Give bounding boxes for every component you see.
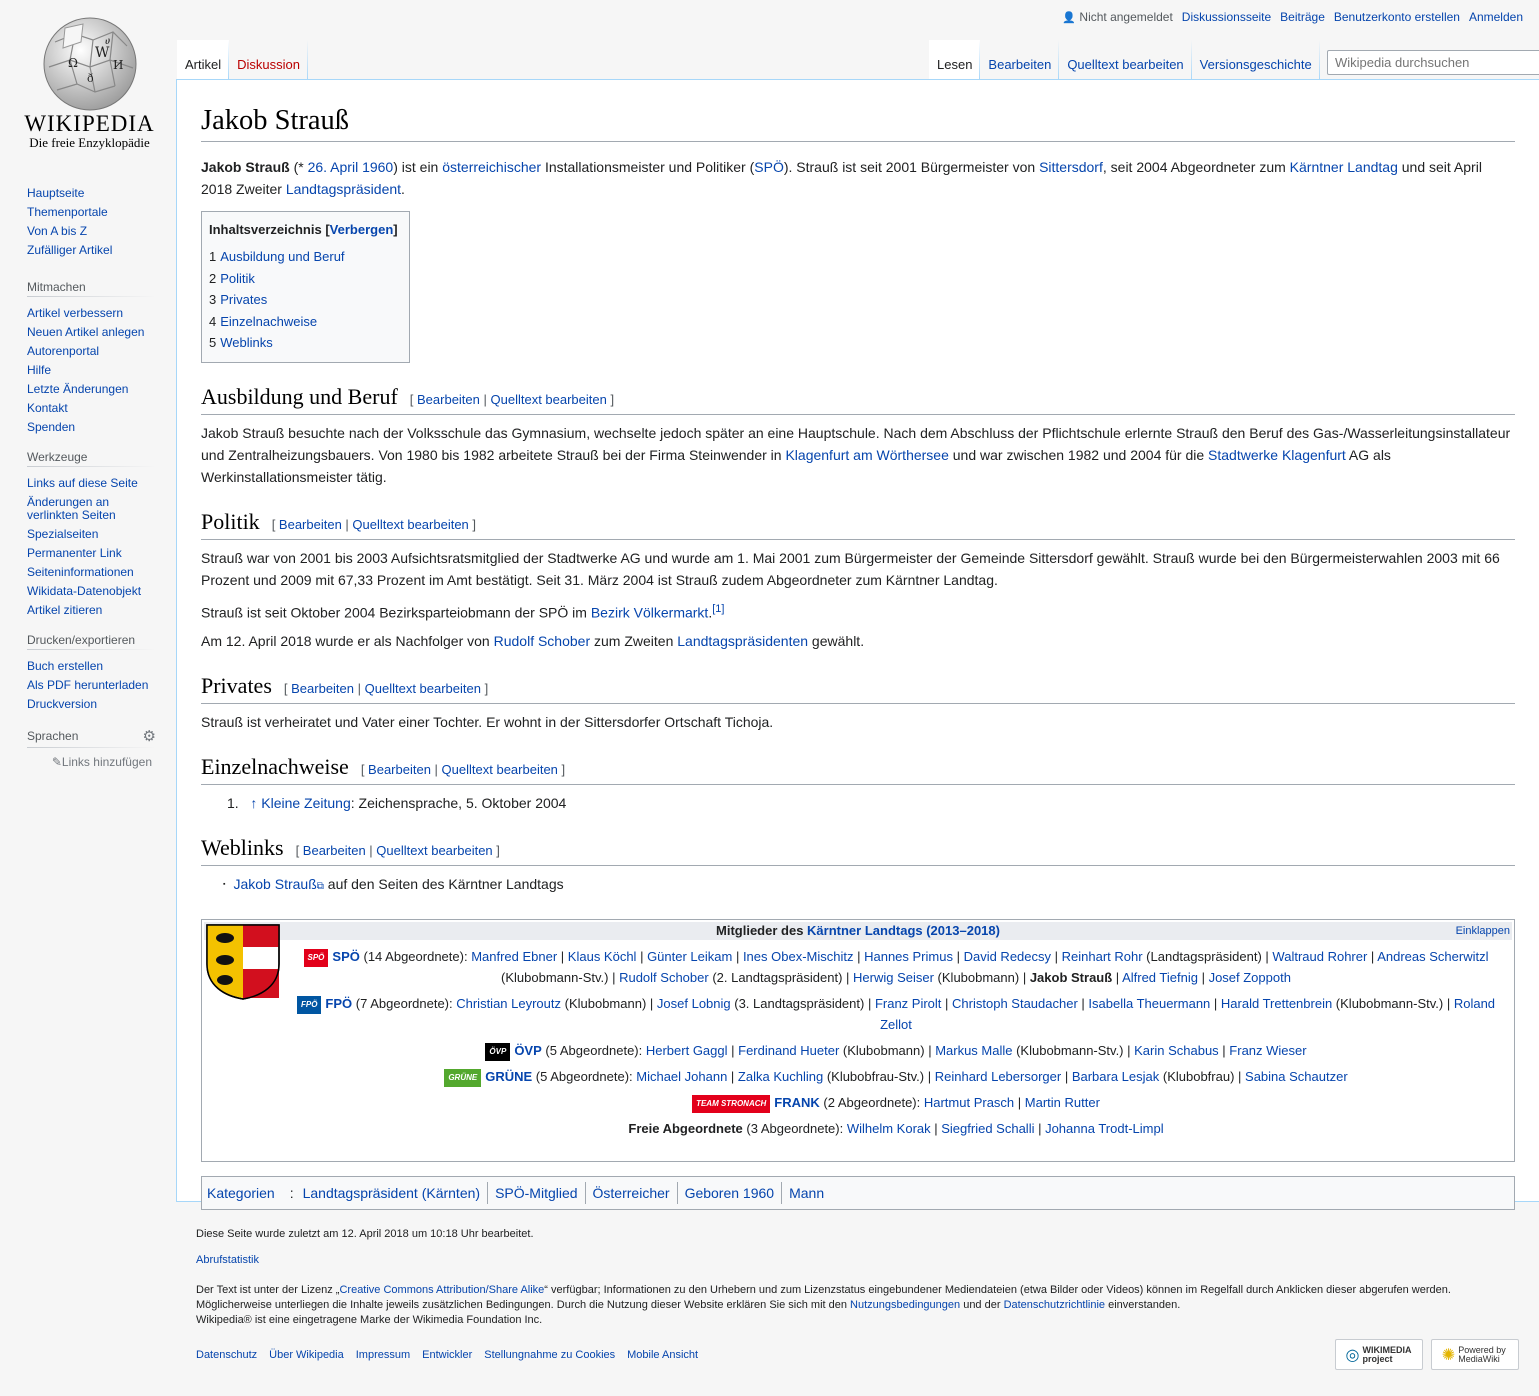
sidebar-item-a-z[interactable]: Von A bis Z xyxy=(27,224,88,238)
paragraph: Am 12. April 2018 wurde er als Nachfolger von Rudolf Schober zum Zweiten Landtagspräsidenten gewählt. xyxy=(201,633,865,650)
section-edit-link[interactable]: Bearbeiten xyxy=(417,391,480,407)
section-heading: Privates [ Bearbeiten | Quelltext bearbeiten ] xyxy=(201,672,1515,704)
wikipedia-logo[interactable] xyxy=(12,12,167,150)
member-role: (Klubobmann-Stv.) xyxy=(1012,1043,1124,1059)
tab-history[interactable]: Versionsgeschichte xyxy=(1192,40,1320,80)
sidebar-item-portals[interactable]: Themenportale xyxy=(27,205,108,219)
table-of-contents xyxy=(201,211,410,363)
member-link[interactable]: Markus Malle xyxy=(935,1043,1013,1059)
sidebar-item[interactable]: Spenden xyxy=(27,420,76,434)
wikipedia-wordmark: WIKIPEDIA xyxy=(24,111,155,136)
sidebar-item[interactable]: Letzte Änderungen xyxy=(27,382,129,396)
link[interactable]: Sittersdorf xyxy=(1039,159,1103,175)
category-link[interactable]: Österreicher xyxy=(585,1182,677,1204)
intro-paragraph: Jakob Strauß (* 26. April 1960) ist ein österreichischer Installationsmeister und Politiker (SPÖ). Strauß ist seit 2001 Bürgermeister von Sittersdorf, seit 2004 Abgeordneter zum Kärntner Landtag und seit April 2018 Zweiter Landtagspräsident. xyxy=(201,159,1482,197)
search-input[interactable] xyxy=(1327,50,1539,75)
toc-item[interactable]: 5 Weblinks xyxy=(209,335,273,350)
member-link[interactable]: David Redecsy xyxy=(963,949,1052,965)
member-link[interactable]: Ferdinand Hueter xyxy=(738,1043,840,1059)
navbox-body xyxy=(284,940,1508,1139)
link[interactable]: österreichischer xyxy=(442,159,542,175)
footer xyxy=(196,1227,1516,1363)
member-link[interactable]: Herbert Gaggl xyxy=(645,1043,728,1059)
toc-title: Inhaltsverzeichnis [Verbergen] xyxy=(209,222,398,237)
sidebar-item-main-page[interactable]: Hauptseite xyxy=(27,186,85,200)
member-role: (Landtagspräsident) xyxy=(1142,949,1262,965)
sidebar-item[interactable]: Neuen Artikel anlegen xyxy=(27,325,145,339)
navbox xyxy=(201,919,1515,1162)
sidebar-item[interactable]: Kontakt xyxy=(27,401,68,415)
sidebar-item[interactable]: Artikel verbessern xyxy=(27,306,124,320)
sidebar-item[interactable]: Wikidata-Datenobjekt xyxy=(27,584,142,598)
navbox-title: Mitglieder des Kärntner Landtags (2013–2018) Einklappen xyxy=(204,922,1512,940)
footer-link[interactable]: Datenschutz xyxy=(196,1349,258,1361)
paragraph: Strauß war von 2001 bis 2003 Aufsichtsratsmitglied der Stadtwerke AG und wurde am 1. Mai 2001 zum Bürgermeister der Gemeinde Sittersdorf gewählt. Strauß wurde bei den Bürgermeisterwahlen 2003 mit 66 Prozent und 2009 mit 67,33 Prozent im Amt bestätigt. Seit 31. März 2004 ist Strauß zudem Abgeordneter zum Kärntner Landtag. xyxy=(201,549,1500,588)
ref-backlink[interactable]: ↑ xyxy=(250,795,258,812)
section-edit-link[interactable]: Bearbeiten xyxy=(368,762,431,778)
sidebar-item[interactable]: Druckversion xyxy=(27,697,98,711)
party-name[interactable]: FRANK xyxy=(774,1095,820,1111)
party-logo-icon: ÖVP xyxy=(485,1043,510,1061)
user-icon: 👤 xyxy=(1062,12,1077,24)
sidebar-item[interactable]: Änderungen an verlinkten Seiten xyxy=(27,495,116,522)
member-link[interactable]: Günter Leikam xyxy=(647,949,733,965)
member-role: (2. Landtagspräsident) xyxy=(708,970,843,986)
last-edit-info: Diese Seite wurde zuletzt am 12. April 2018 um 10:18 Uhr bearbeitet. xyxy=(196,1228,534,1240)
member-link[interactable]: Zalka Kuchling xyxy=(737,1069,824,1085)
party-name[interactable]: GRÜNE xyxy=(485,1069,533,1085)
link[interactable]: Bezirk Völkermarkt xyxy=(590,604,709,621)
sidebar-navigation xyxy=(27,184,156,260)
not-logged-in: 👤 Nicht angemeldet xyxy=(1062,10,1173,24)
carinthia-coat-of-arms-icon xyxy=(206,924,280,1000)
section-edit-source-link[interactable]: Quelltext bearbeiten xyxy=(364,681,481,697)
member-link[interactable]: Josef Lobnig xyxy=(656,996,731,1012)
member-link[interactable]: Hannes Primus xyxy=(864,949,953,965)
page-stats-link[interactable]: Abrufstatistik xyxy=(196,1254,259,1266)
reference-link[interactable]: [1] xyxy=(712,602,725,615)
svg-text:W: W xyxy=(94,45,109,61)
reference-list: 1. ↑ Kleine Zeitung: Zeichensprache, 5. Oktober 2004 xyxy=(227,795,567,812)
member-link[interactable]: Alfred Tiefnig xyxy=(1122,970,1198,986)
footer-link[interactable]: Mobile Ansicht xyxy=(627,1349,699,1361)
member-link[interactable]: Manfred Ebner xyxy=(471,949,558,965)
party-logo-icon: TEAM STRONACH xyxy=(692,1095,770,1113)
external-link[interactable]: Jakob Strauß xyxy=(233,876,317,893)
sidebar-item[interactable]: Spezialseiten xyxy=(27,527,99,541)
section-heading: Einzelnachweise [ Bearbeiten | Quelltext bearbeiten ] xyxy=(201,753,1515,785)
wikipedia-globe-icon xyxy=(35,12,145,112)
list-item: ▪ Jakob Strauß⧉ auf den Seiten des Kärntner Landtags xyxy=(223,873,1515,898)
sidebar-item[interactable]: Hilfe xyxy=(27,363,52,377)
toc-item[interactable]: 3 Privates xyxy=(209,292,268,307)
member-link[interactable]: Michael Johann xyxy=(636,1069,728,1085)
main-content xyxy=(176,79,1539,1202)
footer-link[interactable]: Stellungnahme zu Cookies xyxy=(484,1349,616,1361)
sidebar-item[interactable]: Als PDF herunterladen xyxy=(27,678,149,692)
svg-text:И: И xyxy=(112,58,123,72)
member-link[interactable]: Johanna Trodt-Limpl xyxy=(1045,1121,1164,1137)
member-link[interactable]: Siegfried Schalli xyxy=(941,1121,1035,1137)
section-edit-link[interactable]: Bearbeiten xyxy=(291,681,355,697)
member-link[interactable]: Andreas Scherwitzl xyxy=(1377,949,1489,965)
member-link[interactable]: Reinhart Rohr xyxy=(1061,949,1143,965)
namespace-tabs xyxy=(177,40,308,80)
link[interactable]: Landtagspräsidenten xyxy=(677,633,809,650)
toc-item[interactable]: 4 Einzelnachweise xyxy=(209,313,318,329)
section-edit-link[interactable]: Bearbeiten xyxy=(302,843,366,859)
sidebar-sprachen xyxy=(27,727,156,769)
member-link[interactable]: Ines Obex-Mischitz xyxy=(742,949,854,965)
sidebar-mitmachen xyxy=(27,280,156,437)
link[interactable]: Kärntner Landtag xyxy=(1289,159,1398,175)
navbox-collapse-toggle[interactable]: Einklappen xyxy=(1455,925,1510,938)
sidebar xyxy=(27,184,156,782)
party-name: Freie Abgeordnete xyxy=(628,1121,743,1137)
sidebar-item[interactable]: Artikel zitieren xyxy=(27,603,103,617)
member-role: (Klubobfrau) xyxy=(1159,1069,1235,1085)
toc-item[interactable]: 2 Politik xyxy=(209,270,255,286)
license-link[interactable]: Creative Commons Attribution/Share Alike xyxy=(339,1284,545,1296)
sidebar-heading-sprachen: Sprachen ⚙ xyxy=(27,727,156,748)
section-heading: Politik [ Bearbeiten | Quelltext bearbeiten ] xyxy=(201,508,1515,540)
link[interactable]: Rudolf Schober xyxy=(493,633,591,650)
personal-tools xyxy=(1062,10,1523,24)
section-heading: Weblinks [ Bearbeiten | Quelltext bearbeiten ] xyxy=(201,834,1515,866)
section-edit-source-link[interactable]: Quelltext bearbeiten xyxy=(490,391,607,407)
link[interactable]: SPÖ xyxy=(754,159,784,175)
party-logo-icon: FPÖ xyxy=(297,996,321,1014)
member-link[interactable]: Christian Leyroutz xyxy=(456,996,562,1012)
tab-discussion[interactable]: Diskussion xyxy=(229,40,308,80)
sidebar-drucken xyxy=(27,633,156,714)
seat-count: (2 Abgeordnete): xyxy=(819,1095,924,1111)
sidebar-heading-werkzeuge: Werkzeuge xyxy=(27,450,156,467)
member-link[interactable]: Josef Zoppoth xyxy=(1208,970,1291,986)
member-role: (Klubobmann) xyxy=(933,970,1020,986)
member-link[interactable]: Harald Trettenbrein xyxy=(1220,996,1333,1012)
sunflower-icon: ✺ xyxy=(1441,1346,1456,1364)
section-edit-source-link[interactable]: Quelltext bearbeiten xyxy=(376,843,493,859)
party-name[interactable]: ÖVP xyxy=(514,1043,542,1059)
license-info: Der Text ist unter der Lizenz „Creative Commons Attribution/Share Alike“ verfügbar; Informationen zu den Urhebern und zum Lizenzstatus eingebundener Mediendateien (etwa Bilder oder Videos) können im Regelfall durch Anklicken dieser abgerufen werden. xyxy=(196,1284,1451,1296)
sidebar-heading-mitmachen: Mitmachen xyxy=(27,280,156,297)
member-link[interactable]: Martin Rutter xyxy=(1024,1095,1100,1111)
seat-count: (7 Abgeordnete): xyxy=(352,996,457,1012)
party-logo-icon: GRÜNE xyxy=(444,1069,481,1087)
talk-page-link[interactable]: Diskussionsseite xyxy=(1181,10,1272,24)
seat-count: (5 Abgeordnete): xyxy=(532,1069,637,1085)
tab-edit-source[interactable]: Quelltext bearbeiten xyxy=(1059,40,1191,80)
footer-link[interactable]: Impressum xyxy=(355,1349,411,1361)
member-link[interactable]: Franz Pirolt xyxy=(874,996,942,1012)
member-role: (Klubobfrau-Stv.) xyxy=(823,1069,925,1085)
sidebar-item[interactable]: Permanenter Link xyxy=(27,546,122,560)
member-link[interactable]: Isabella Theuermann xyxy=(1088,996,1211,1012)
category-links: Kategorien : Landtagspräsident (Kärnten) SPÖ-Mitglied Österreicher Geboren 1960 Mann xyxy=(201,1176,1515,1210)
link[interactable]: Stadtwerke Klagenfurt xyxy=(1208,446,1346,463)
member-role: (Klubobmann) xyxy=(561,996,647,1012)
login-link[interactable]: Anmelden xyxy=(1468,10,1523,24)
party-name[interactable]: FPÖ xyxy=(325,996,353,1012)
section-heading: Ausbildung und Beruf [ Bearbeiten | Quelltext bearbeiten ] xyxy=(201,383,1515,415)
footer-badges xyxy=(1335,1339,1519,1370)
contributions-link[interactable]: Beiträge xyxy=(1280,10,1325,24)
page-title: Jakob Strauß xyxy=(201,103,1515,142)
seat-count: (14 Abgeordnete): xyxy=(359,949,472,965)
member-role: (Klubobmann-Stv.) xyxy=(501,970,609,986)
paragraph: Strauß ist seit Oktober 2004 Bezirksparteiobmann der SPÖ im Bezirk Völkermarkt.[1] xyxy=(201,602,725,621)
navbox-row: TEAM STRONACH FRANK (2 Abgeordnete): Hartmut Prasch | Martin Rutter xyxy=(284,1092,1508,1113)
toc-hide-link[interactable]: Verbergen xyxy=(329,222,394,237)
member-link[interactable]: Sabina Schautzer xyxy=(1245,1069,1348,1085)
navbox-row: GRÜNE GRÜNE (5 Abgeordnete): Michael Johann | Zalka Kuchling (Klubobfrau-Stv.) | Reinhard Lebersorger | Barbara Lesjak (Klubobfrau) | Sabina Schautzer xyxy=(284,1066,1508,1087)
party-name[interactable]: SPÖ xyxy=(332,949,360,965)
link[interactable]: Landtagspräsident xyxy=(285,181,402,197)
svg-text:ð: ð xyxy=(86,72,94,85)
terms-info: Möglicherweise unterliegen die Inhalte jeweils zusätzlichen Bedingungen. Durch die Nutzung dieser Website erklären Sie sich mit den Nutzungsbedingungen und der Datenschutzrichtlinie einverstanden. xyxy=(196,1299,1181,1311)
create-account-link[interactable]: Benutzerkonto erstellen xyxy=(1333,10,1460,24)
powered-by-mediawiki-badge[interactable]: ✺ Powered by MediaWiki xyxy=(1431,1339,1519,1370)
member-link[interactable]: Wilhelm Korak xyxy=(846,1121,931,1137)
link[interactable]: 26. April 1960 xyxy=(307,159,394,175)
add-language-links[interactable]: ✎Links hinzufügen xyxy=(51,755,152,769)
sidebar-item[interactable]: Seiteninformationen xyxy=(27,565,134,579)
member-link: Jakob Strauß xyxy=(1029,970,1113,986)
sidebar-item[interactable]: Links auf diese Seite xyxy=(27,476,138,490)
trademark-info: Wikipedia® ist eine eingetragene Marke der Wikimedia Foundation Inc. xyxy=(196,1314,543,1326)
privacy-link[interactable]: Datenschutzrichtlinie xyxy=(1003,1299,1106,1311)
footer-link[interactable]: Über Wikipedia xyxy=(269,1349,344,1361)
member-link[interactable]: Hartmut Prasch xyxy=(923,1095,1015,1111)
terms-link[interactable]: Nutzungsbedingungen xyxy=(850,1299,961,1311)
member-link[interactable]: Christoph Staudacher xyxy=(952,996,1078,1012)
sidebar-werkzeuge xyxy=(27,450,156,620)
sidebar-heading-drucken: Drucken/exportieren xyxy=(27,633,156,650)
category-link[interactable]: Landtagspräsident (Kärnten) xyxy=(302,1185,481,1202)
view-tabs xyxy=(929,40,1320,80)
category-link[interactable]: Geboren 1960 xyxy=(677,1182,782,1204)
category-link[interactable]: SPÖ-Mitglied xyxy=(487,1182,584,1204)
navbox-row: SPÖ SPÖ (14 Abgeordnete): Manfred Ebner | Klaus Köchl | Günter Leikam | Ines Obex-Mischitz | Hannes Primus | David Redecsy | Reinhart Rohr (Landtagspräsident) | Waltraud Rohrer | Andreas Scherwitzl (Klubobmann-Stv.) | Rudolf Schober (2. Landtagspräsident) | Herwig Seiser (Klubobmann) | Jakob Strauß | Alfred Tiefnig | Josef Zoppoth xyxy=(284,946,1508,988)
category-link[interactable]: Mann xyxy=(781,1182,831,1204)
member-link[interactable]: Franz Wieser xyxy=(1229,1043,1307,1059)
wikimedia-project-badge[interactable]: ◎ WIKIMEDIA project xyxy=(1335,1339,1423,1370)
link[interactable]: Kärntner Landtags (2013–2018) xyxy=(807,923,1000,939)
navbox-row: FPÖ FPÖ (7 Abgeordnete): Christian Leyroutz (Klubobmann) | Josef Lobnig (3. Landtagspräsident) | Franz Pirolt | Christoph Staudacher | Isabella Theuermann | Harald Trettenbrein (Klubobmann-Stv.) | Roland Zellot xyxy=(284,993,1508,1035)
svg-text:ሀ: ሀ xyxy=(104,36,110,47)
svg-text:Ω: Ω xyxy=(67,56,78,70)
pencil-icon: ✎ xyxy=(51,755,62,769)
paragraph: Strauß ist verheiratet und Vater einer Tochter. Er wohnt in der Sittersdorfer Ortschaft Tichoja. xyxy=(201,714,774,731)
member-role: (Klubobmann) xyxy=(839,1043,925,1059)
navbox-row: Freie Abgeordnete (3 Abgeordnete): Wilhelm Korak | Siegfried Schalli | Johanna Trodt-Limpl xyxy=(628,1121,1164,1137)
seat-count: (5 Abgeordnete): xyxy=(541,1043,646,1059)
link[interactable]: Klagenfurt am Wörthersee xyxy=(785,446,949,463)
member-link[interactable]: Barbara Lesjak xyxy=(1071,1069,1160,1085)
toc-item[interactable]: 1 Ausbildung und Beruf xyxy=(209,249,345,264)
section-edit-link[interactable]: Bearbeiten xyxy=(278,516,342,532)
member-link[interactable]: Karin Schabus xyxy=(1134,1043,1219,1059)
paragraph: Jakob Strauß besuchte nach der Volksschule das Gymnasium, wechselte jedoch später an eine Hauptschule. Nach dem Abschluss der Pflichtschule erlernte Strauß den Beruf des Gas-/Wasserleitungsinstallateur und Zentralheizungsbauers. Von 1980 bis 1982 arbeitete Strauß bei der Firma Steinwender in Klagenfurt am Wörthersee und war zwischen 1982 und 2004 für die Stadtwerke Klagenfurt AG als Werkinstallationsmeister tätig. xyxy=(201,424,1511,485)
member-role: (3. Landtagspräsident) xyxy=(730,996,865,1012)
member-link[interactable]: Waltraud Rohrer xyxy=(1272,949,1368,965)
member-link[interactable]: Roland Zellot xyxy=(880,996,1496,1033)
tab-read[interactable]: Lesen xyxy=(929,40,980,80)
member-link[interactable]: Rudolf Schober xyxy=(619,970,709,986)
section-edit-source-link[interactable]: Quelltext bearbeiten xyxy=(352,516,469,532)
member-link[interactable]: Klaus Köchl xyxy=(567,949,637,965)
party-logo-icon: SPÖ xyxy=(304,949,329,967)
sidebar-item-random[interactable]: Zufälliger Artikel xyxy=(27,243,113,257)
sidebar-item[interactable]: Autorenportal xyxy=(27,344,100,358)
categories-label[interactable]: Kategorien xyxy=(207,1185,275,1202)
section-edit-source-link[interactable]: Quelltext bearbeiten xyxy=(441,762,558,778)
wikimedia-icon: ◎ xyxy=(1345,1346,1360,1364)
tab-article[interactable]: Artikel xyxy=(177,40,229,80)
member-role: (Klubobmann-Stv.) xyxy=(1332,996,1444,1012)
link[interactable]: Kleine Zeitung xyxy=(261,795,351,812)
gear-icon[interactable]: ⚙ xyxy=(142,728,156,745)
external-link-icon: ⧉ xyxy=(316,881,324,893)
tab-edit[interactable]: Bearbeiten xyxy=(980,40,1059,80)
member-link[interactable]: Herwig Seiser xyxy=(853,970,934,986)
member-link[interactable]: Reinhard Lebersorger xyxy=(934,1069,1062,1085)
seat-count: (3 Abgeordnete): xyxy=(742,1121,847,1137)
footer-link[interactable]: Entwickler xyxy=(422,1349,473,1361)
wikipedia-tagline: Die freie Enzyklopädie xyxy=(29,135,150,150)
navbox-row: ÖVP ÖVP (5 Abgeordnete): Herbert Gaggl | Ferdinand Hueter (Klubobmann) | Markus Malle (Klubobmann-Stv.) | Karin Schabus | Franz Wieser xyxy=(284,1040,1508,1061)
sidebar-item[interactable]: Buch erstellen xyxy=(27,659,104,673)
